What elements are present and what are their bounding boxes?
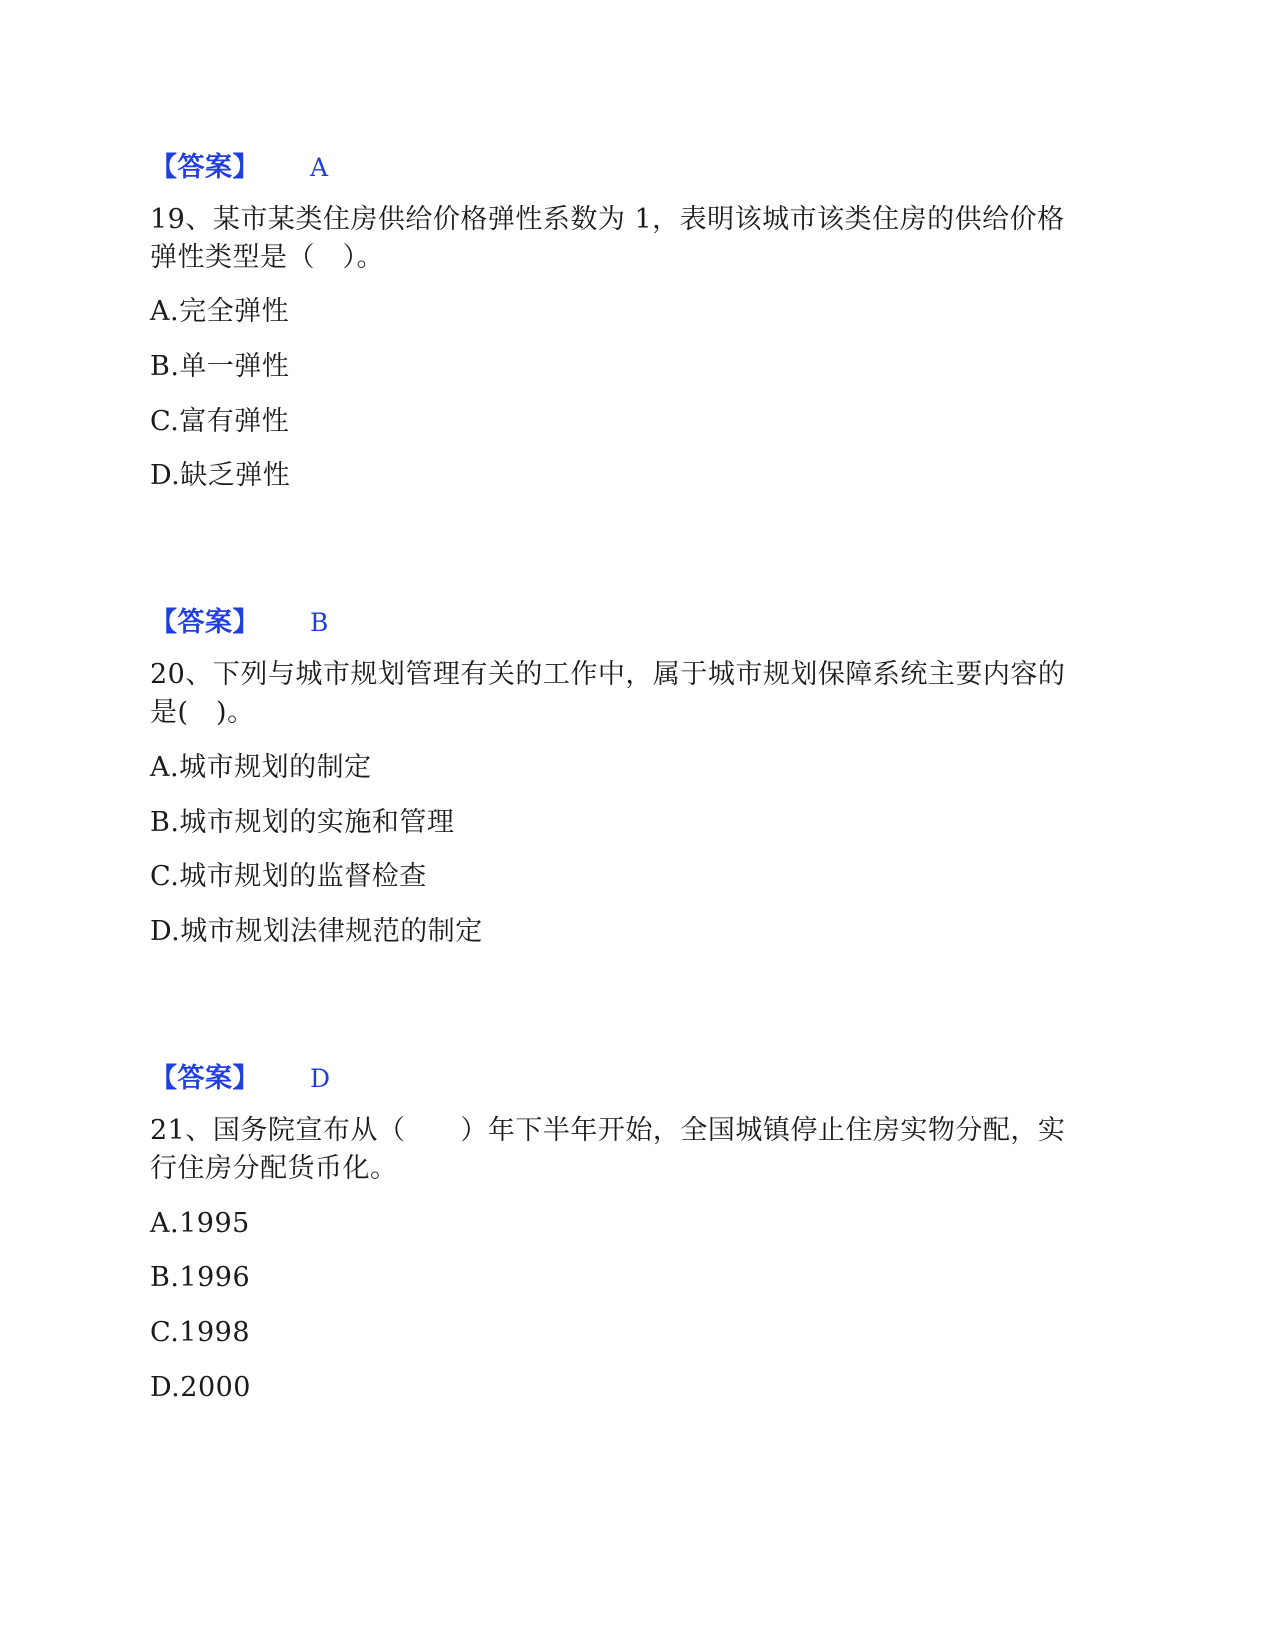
option-19-c: C.富有弹性	[150, 406, 290, 437]
question-21-line-1: 21、国务院宣布从（ ）年下半年开始，全国城镇停止住房实物分配，实	[150, 1115, 1066, 1146]
answer-tag: 【答案】	[150, 607, 260, 638]
answer-tag: 【答案】	[150, 1063, 260, 1094]
answer-value: B	[310, 608, 329, 637]
option-21-c: C.1998	[150, 1317, 250, 1348]
answer-line-18	[150, 150, 329, 186]
option-20-c: C.城市规划的监督检查	[150, 861, 427, 892]
answer-line-20	[150, 1061, 331, 1097]
answer-value: A	[310, 153, 329, 182]
option-19-a: A.完全弹性	[150, 296, 290, 327]
answer-line-19	[150, 605, 329, 641]
option-19-b: B.单一弹性	[150, 351, 290, 382]
option-20-b: B.城市规划的实施和管理	[150, 807, 455, 838]
option-21-b: B.1996	[150, 1262, 251, 1293]
question-19-line-2: 弹性类型是（ ）。	[150, 242, 384, 273]
answer-value: D	[310, 1064, 331, 1093]
option-21-d: D.2000	[150, 1372, 251, 1403]
option-19-d: D.缺乏弹性	[150, 460, 291, 491]
answer-tag: 【答案】	[150, 152, 260, 183]
question-20-line-2: 是( )。	[150, 697, 255, 728]
question-19-line-1: 19、某市某类住房供给价格弹性系数为 1，表明该城市该类住房的供给价格	[150, 204, 1065, 235]
question-21-line-2: 行住房分配货币化。	[150, 1153, 398, 1184]
option-20-d: D.城市规划法律规范的制定	[150, 916, 483, 947]
question-20-line-1: 20、下列与城市规划管理有关的工作中，属于城市规划保障系统主要内容的	[150, 659, 1066, 690]
option-20-a: A.城市规划的制定	[150, 752, 372, 783]
option-21-a: A.1995	[150, 1208, 250, 1239]
